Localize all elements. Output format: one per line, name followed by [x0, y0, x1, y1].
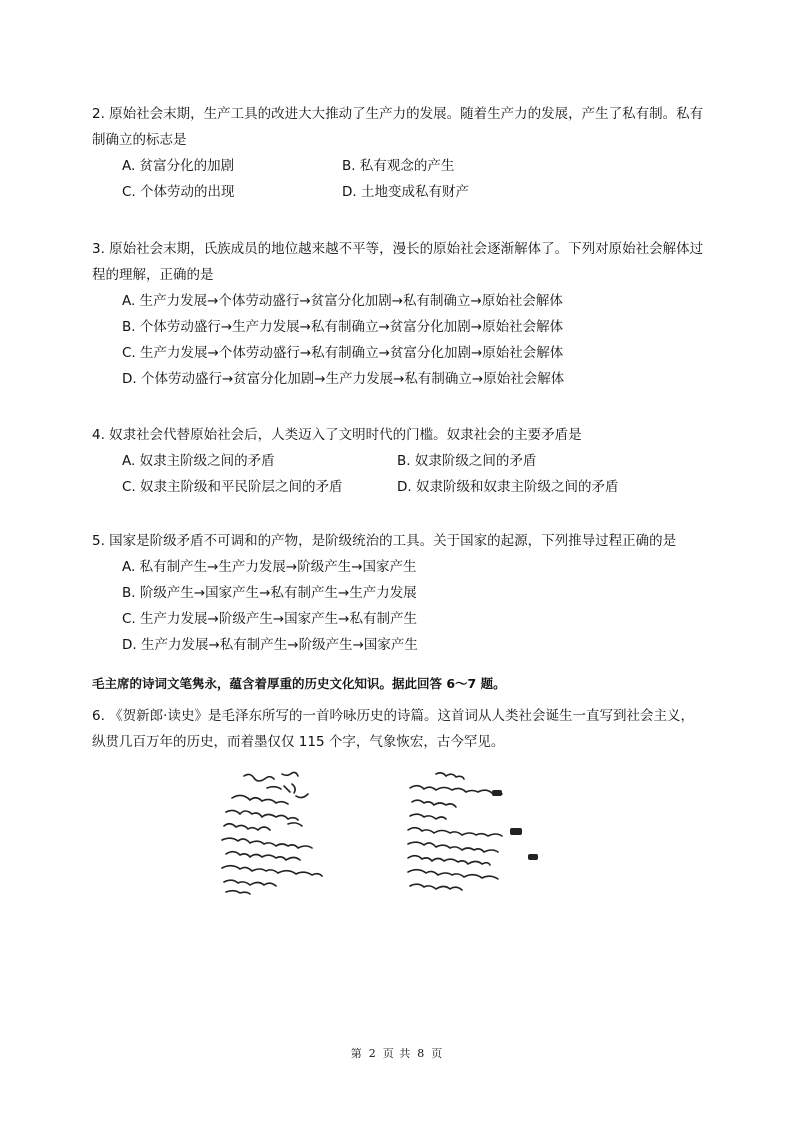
manuscript-image-left [212, 768, 390, 896]
footer-page-number: 2 [368, 1047, 377, 1060]
options-row [122, 179, 712, 205]
option-c: C. 生产力发展→个体劳动盛行→私有制确立→贫富分化加剧→原始社会解体 [122, 345, 564, 361]
page-footer [0, 1045, 794, 1061]
question-4 [92, 422, 712, 500]
option-d: D. 奴隶阶级和奴隶主阶级之间的矛盾 [397, 479, 619, 495]
footer-suffix: 页 [431, 1047, 444, 1060]
section-intro: 毛主席的诗词文笔隽永，蕴含着厚重的历史文化知识。据此回答 6～7 题。 [92, 676, 506, 691]
option-d: D. 土地变成私有财产 [342, 184, 469, 200]
footer-prefix: 第 [350, 1047, 363, 1060]
option-a: A. 私有制产生→生产力发展→阶级产生→国家产生 [122, 559, 417, 575]
question-2 [92, 101, 712, 205]
option-c: C. 个体劳动的出现 [122, 184, 235, 200]
question-3-options [122, 288, 712, 392]
option-d: D. 个体劳动盛行→贫富分化加剧→生产力发展→私有制确立→原始社会解体 [122, 371, 565, 387]
option-a: A. 贫富分化的加剧 [122, 158, 235, 174]
option-b: B. 私有观念的产生 [342, 158, 455, 174]
question-2-options [122, 153, 712, 205]
question-2-stem: 2. 原始社会末期，生产工具的改进大大推动了生产力的发展。随着生产力的发展，产生了私有制。私有制确立的标志是 [92, 106, 704, 148]
option-c: C. 奴隶主阶级和平民阶层之间的矛盾 [122, 479, 343, 495]
options-row [122, 153, 712, 179]
option-b: B. 阶级产生→国家产生→私有制产生→生产力发展 [122, 585, 417, 601]
options-row [122, 448, 712, 474]
footer-total-pages: 8 [417, 1047, 426, 1060]
question-5-stem: 5. 国家是阶级矛盾不可调和的产物，是阶级统治的工具。关于国家的起源，下列推导过程正确的是 [92, 533, 677, 549]
manuscript-image-right [396, 768, 574, 892]
question-5 [92, 528, 712, 658]
question-4-stem: 4. 奴隶社会代替原始社会后，人类迈入了文明时代的门槛。奴隶社会的主要矛盾是 [92, 427, 582, 443]
option-a: A. 生产力发展→个体劳动盛行→贫富分化加剧→私有制确立→原始社会解体 [122, 293, 563, 309]
option-a: A. 奴隶主阶级之间的矛盾 [122, 453, 275, 469]
question-4-options [122, 448, 712, 500]
question-5-options [122, 554, 712, 658]
option-c: C. 生产力发展→阶级产生→国家产生→私有制产生 [122, 611, 417, 627]
question-3-stem: 3. 原始社会末期，氏族成员的地位越来越不平等，漫长的原始社会逐渐解体了。下列对原始社会解体过程的理解，正确的是 [92, 241, 704, 283]
question-3 [92, 236, 712, 392]
option-b: B. 个体劳动盛行→生产力发展→私有制确立→贫富分化加剧→原始社会解体 [122, 319, 564, 335]
question-6-stem: 6. 《贺新郎·读史》是毛泽东所写的一首吟咏历史的诗篇。这首词从人类社会诞生一直写到社会主义，纵贯几百万年的历史，而着墨仅仅 115 个字，气象恢宏，古今罕见。 [92, 708, 694, 750]
option-d: D. 生产力发展→私有制产生→阶级产生→国家产生 [122, 637, 418, 653]
option-b: B. 奴隶阶级之间的矛盾 [397, 453, 537, 469]
footer-mid: 页 共 [382, 1047, 412, 1060]
options-row [122, 474, 712, 500]
